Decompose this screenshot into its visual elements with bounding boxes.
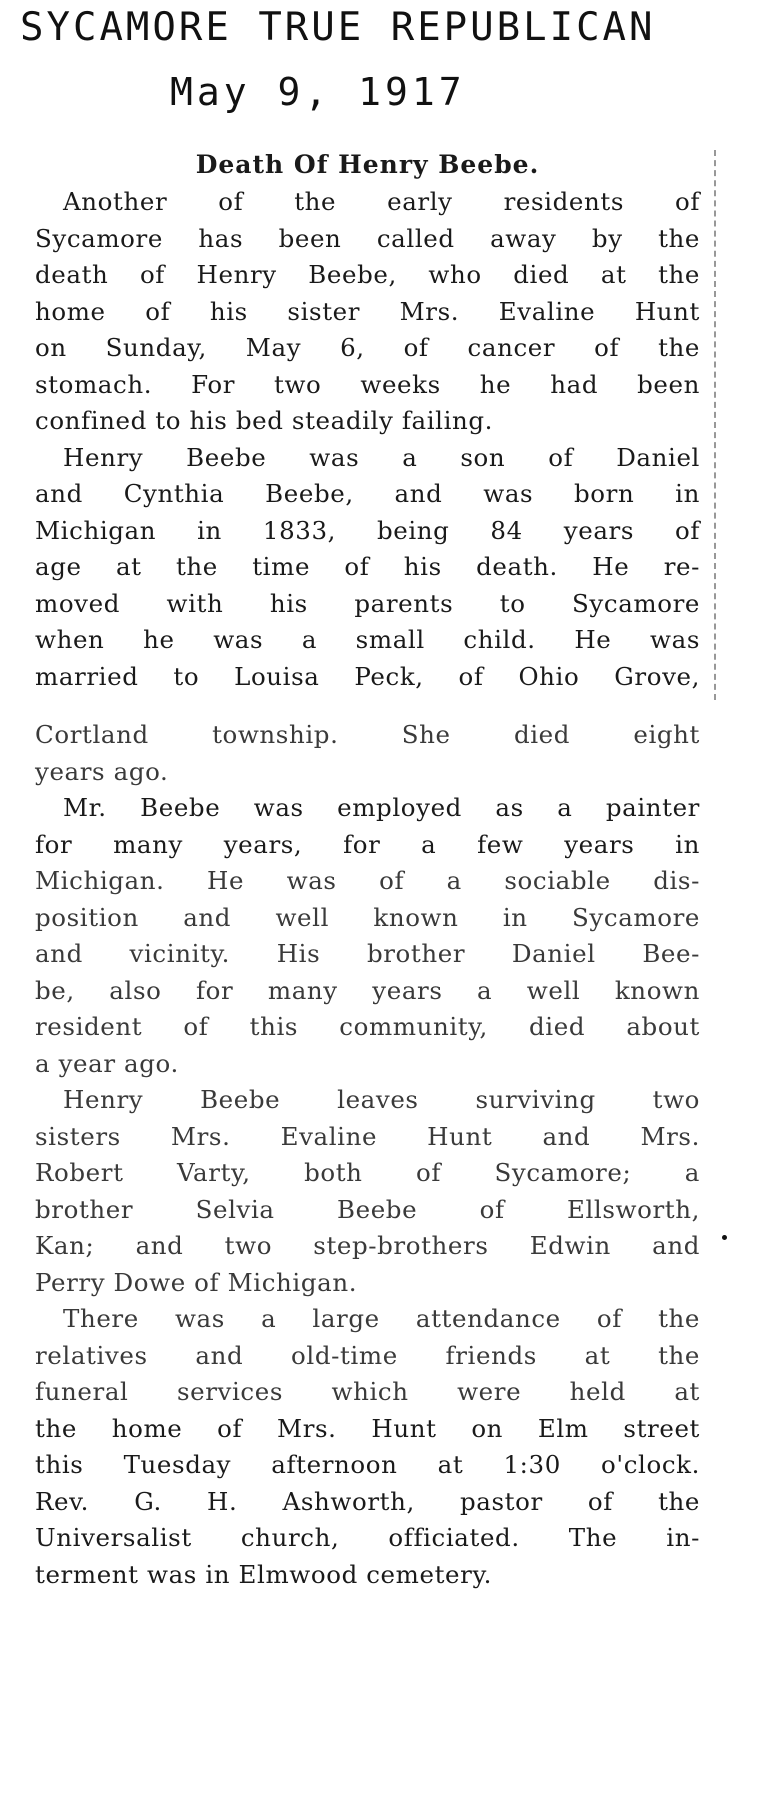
text-line: Michigan in 1833, being 84 years of <box>35 515 700 545</box>
text-line: married to Louisa Peck, of Ohio Grove, <box>35 661 700 691</box>
article-headline: Death Of Henry Beebe. <box>195 150 540 179</box>
text-line: relatives and old-time friends at the <box>35 1340 700 1370</box>
text-line: be, also for many years a well known <box>35 975 700 1005</box>
paragraph-2 <box>35 440 700 791</box>
text-line: for many years, for a few years in <box>35 829 700 859</box>
text-line: the home of Mrs. Hunt on Elm street <box>35 1413 700 1443</box>
paragraph-1 <box>35 184 700 440</box>
publication-date: May 9, 1917 <box>170 70 466 114</box>
text-line: brother Selvia Beebe of Ellsworth, <box>35 1194 700 1224</box>
text-line: and vicinity. His brother Daniel Bee- <box>35 939 700 968</box>
newspaper-name: SYCAMORE TRUE REPUBLICAN <box>20 5 656 50</box>
text-line: Cortland township. She died eight <box>35 720 700 749</box>
masthead <box>20 4 770 114</box>
paragraph-5 <box>35 1301 700 1593</box>
text-line: years ago. <box>35 756 169 786</box>
article <box>35 148 700 1593</box>
text-line: Henry Beebe leaves surviving two <box>63 1085 700 1114</box>
clipping-seam <box>35 695 700 717</box>
text-line: Rev. G. H. Ashworth, pastor of the <box>35 1486 700 1516</box>
text-line: stomach. For two weeks he had been <box>35 369 700 399</box>
text-line: home of his sister Mrs. Evaline Hunt <box>35 296 700 326</box>
column-rule <box>714 150 716 700</box>
paragraph-4 <box>35 1082 700 1301</box>
text-line: funeral services which were held at <box>35 1377 700 1406</box>
text-line: Perry Dowe of Michigan. <box>35 1267 358 1297</box>
text-line: a year ago. <box>35 1048 179 1078</box>
text-line: resident of this community, died about <box>35 1012 700 1041</box>
text-line: when he was a small child. He was <box>35 625 700 654</box>
text-line: age at the time of his death. He re- <box>35 552 700 581</box>
ink-speck <box>722 1235 727 1240</box>
text-line: sisters Mrs. Evaline Hunt and Mrs. <box>35 1121 700 1151</box>
text-line: Henry Beebe was a son of Daniel <box>63 442 700 472</box>
text-line: position and well known in Sycamore <box>35 902 700 932</box>
text-line: Sycamore has been called away by the <box>35 223 700 253</box>
text-line: Another of the early residents of <box>63 187 700 216</box>
text-line: Robert Varty, both of Sycamore; a <box>35 1158 700 1187</box>
text-line: moved with his parents to Sycamore <box>35 588 700 618</box>
text-line: on Sunday, May 6, of cancer of the <box>35 333 700 362</box>
paragraph-3 <box>35 790 700 1082</box>
text-line: and Cynthia Beebe, and was born in <box>35 479 700 508</box>
text-line: There was a large attendance of the <box>63 1304 700 1333</box>
text-line: confined to his bed steadily failing. <box>35 406 494 435</box>
text-line: Michigan. He was of a sociable dis- <box>35 866 700 895</box>
text-line: Kan; and two step-brothers Edwin and <box>35 1231 700 1260</box>
text-line: Universalist church, officiated. The in- <box>35 1523 700 1552</box>
text-line: terment was in Elmwood cemetery. <box>35 1559 493 1589</box>
text-line: this Tuesday afternoon at 1:30 o'clock. <box>35 1450 700 1479</box>
text-line: Mr. Beebe was employed as a painter <box>63 793 700 822</box>
text-line: death of Henry Beebe, who died at the <box>35 260 700 289</box>
